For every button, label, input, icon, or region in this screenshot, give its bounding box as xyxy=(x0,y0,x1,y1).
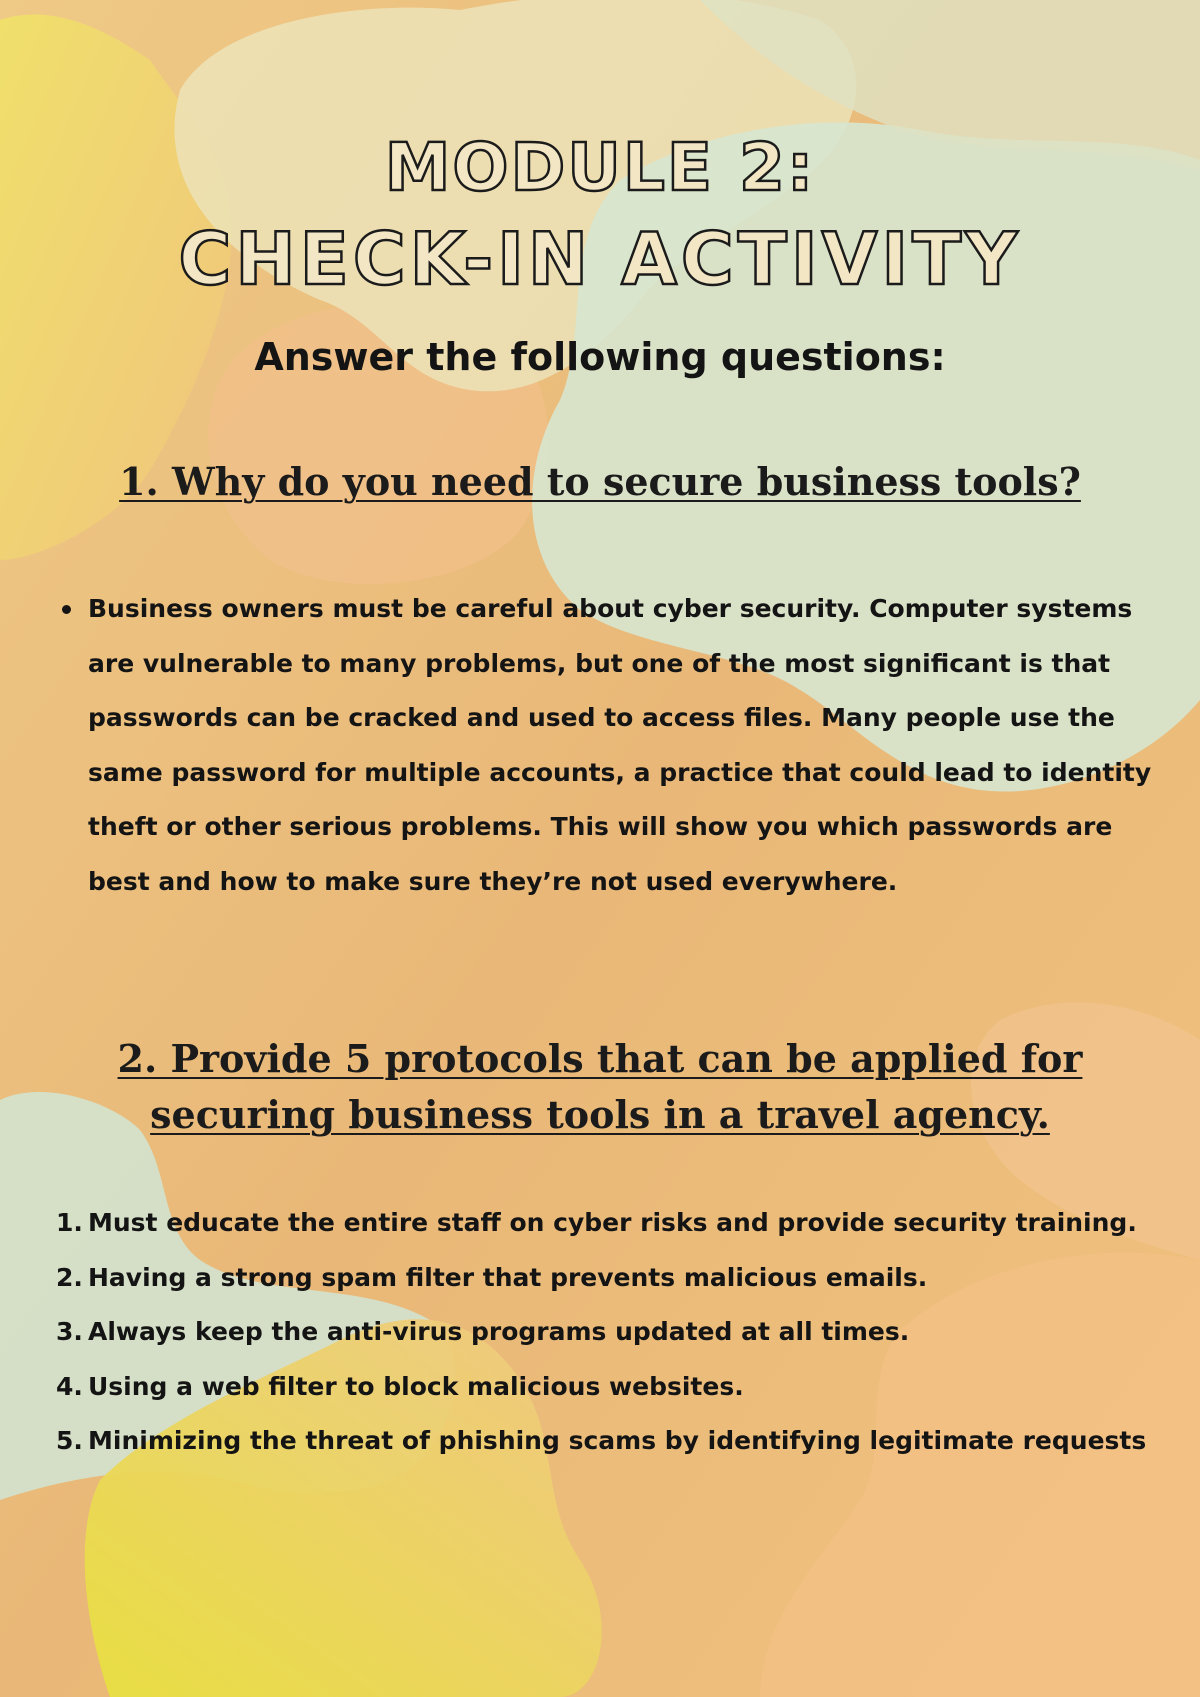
protocol-list xyxy=(56,1196,1166,1469)
bullet-icon xyxy=(62,605,71,614)
protocol-number: 1. xyxy=(56,1208,83,1237)
instruction-heading: Answer the following questions: xyxy=(254,335,946,379)
protocol-text: Using a web filter to block malicious websites. xyxy=(88,1371,744,1401)
protocol-item xyxy=(56,1251,1166,1306)
protocol-text: Always keep the anti-virus programs updated at all times. xyxy=(88,1317,910,1346)
protocol-text: Must educate the entire staff on cyber risks and provide security training. xyxy=(88,1208,1137,1237)
protocol-item xyxy=(56,1196,1166,1251)
answer-1-list xyxy=(52,582,1152,909)
protocol-number: 2. xyxy=(56,1262,83,1292)
protocol-text: Minimizing the threat of phishing scams by identifying legitimate requests xyxy=(88,1426,1147,1455)
protocol-item xyxy=(56,1414,1166,1469)
answer-1-item xyxy=(52,582,1152,909)
protocol-number: 3. xyxy=(56,1317,83,1346)
title-line-1: MODULE 2: xyxy=(384,129,816,207)
protocol-text: Having a strong spam filter that prevents malicious emails. xyxy=(88,1262,928,1292)
question-1: 1. Why do you need to secure business tools? xyxy=(119,459,1081,504)
question-2: 2. Provide 5 protocols that can be applied for securing business tools in a travel agency. xyxy=(117,1036,1083,1137)
protocol-item xyxy=(56,1305,1166,1360)
protocol-number: 4. xyxy=(56,1371,83,1401)
title-line-2: CHECK-IN ACTIVITY xyxy=(178,217,1022,302)
protocol-item xyxy=(56,1360,1166,1415)
answer-1-text: Business owners must be careful about cyber security. Computer systems are vulnerable to many problems, but one of the most significant is that passwords can be cracked and used to access files. Many people use the same password for multiple accounts, a practice that could lead to identity theft or other serious problems. This will show you which passwords are best and how to make sure they’re not used everywhere. xyxy=(88,594,1152,896)
protocol-number: 5. xyxy=(56,1426,83,1455)
